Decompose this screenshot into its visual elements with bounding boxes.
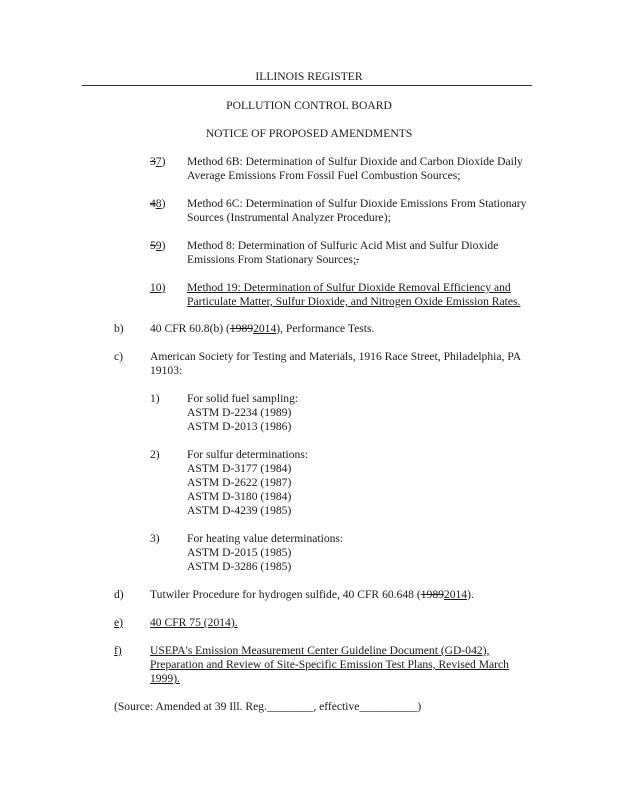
sub-3-item: ASTM D-2015 (1985) [187, 546, 292, 559]
section-e-label: e) [114, 616, 124, 629]
sub-1-heading: For solid fuel sampling: [187, 392, 299, 405]
item-7-line2: Average Emissions From Fossil Fuel Combustion Sources; [187, 169, 461, 182]
item-7-line1: Method 6B: Determination of Sulfur Dioxide and Carbon Dioxide Daily [187, 155, 523, 168]
item-9-line2: Emissions From Stationary Sources;. [187, 253, 359, 266]
section-b-text: 40 CFR 60.8(b) (19892014), Performance Tests. [150, 322, 375, 335]
notice-title: NOTICE OF PROPOSED AMENDMENTS [205, 127, 413, 140]
item-9-line1: Method 8: Determination of Sulfuric Acid Mist and Sulfur Dioxide [187, 239, 499, 252]
board-title: POLLUTION CONTROL BOARD [226, 99, 392, 112]
source-note: (Source: Amended at 39 Ill. Reg.________, effective__________) [114, 700, 422, 713]
sub-2-item: ASTM D-3180 (1984) [187, 490, 292, 503]
section-d-label: d) [114, 588, 124, 601]
item-8-line2: Sources (Instrumental Analyzer Procedure); [187, 211, 391, 224]
sub-2-item: ASTM D-2622 (1987) [187, 476, 292, 489]
sub-1-label: 1) [150, 392, 160, 405]
item-number-8: 48) [150, 197, 166, 210]
item-8-line1: Method 6C: Determination of Sulfur Dioxide Emissions From Stationary [187, 197, 527, 210]
section-c-label: c) [114, 350, 124, 363]
item-10-line2: Particulate Matter, Sulfur Dioxide, and Nitrogen Oxide Emission Rates. [187, 295, 521, 308]
item-number-10: 10) [150, 281, 166, 294]
item-10-line1: Method 19: Determination of Sulfur Dioxide Removal Efficiency and [187, 281, 511, 294]
sub-1-item: ASTM D-2013 (1986) [187, 420, 292, 433]
section-f-line3: 1999). [150, 672, 180, 685]
section-d-text: Tutwiler Procedure for hydrogen sulfide, 40 CFR 60.648 (19892014). [150, 588, 474, 601]
section-f-line1: USEPA's Emission Measurement Center Guideline Document (GD-042), [150, 644, 490, 657]
header-rule [82, 85, 532, 86]
section-f-line2: Preparation and Review of Site-Specific Emission Test Plans, Revised March [150, 658, 509, 671]
section-c-line2: 19103: [150, 364, 183, 377]
section-f-label: f) [114, 644, 122, 657]
sub-1-item: ASTM D-2234 (1989) [187, 406, 292, 419]
sub-3-item: ASTM D-3286 (1985) [187, 560, 292, 573]
item-number-9: 59) [150, 239, 166, 252]
sub-2-label: 2) [150, 448, 160, 461]
sub-2-item: ASTM D-3177 (1984) [187, 462, 292, 475]
sub-2-item: ASTM D-4239 (1985) [187, 504, 292, 517]
item-number-7: 37) [150, 155, 166, 168]
section-b-label: b) [114, 322, 124, 335]
register-title: ILLINOIS REGISTER [255, 70, 363, 83]
sub-2-heading: For sulfur determinations: [187, 448, 309, 461]
section-e-text: 40 CFR 75 (2014). [150, 616, 238, 629]
section-c-line1: American Society for Testing and Materials, 1916 Race Street, Philadelphia, PA [150, 350, 522, 363]
sub-3-label: 3) [150, 532, 160, 545]
sub-3-heading: For heating value determinations: [187, 532, 344, 545]
